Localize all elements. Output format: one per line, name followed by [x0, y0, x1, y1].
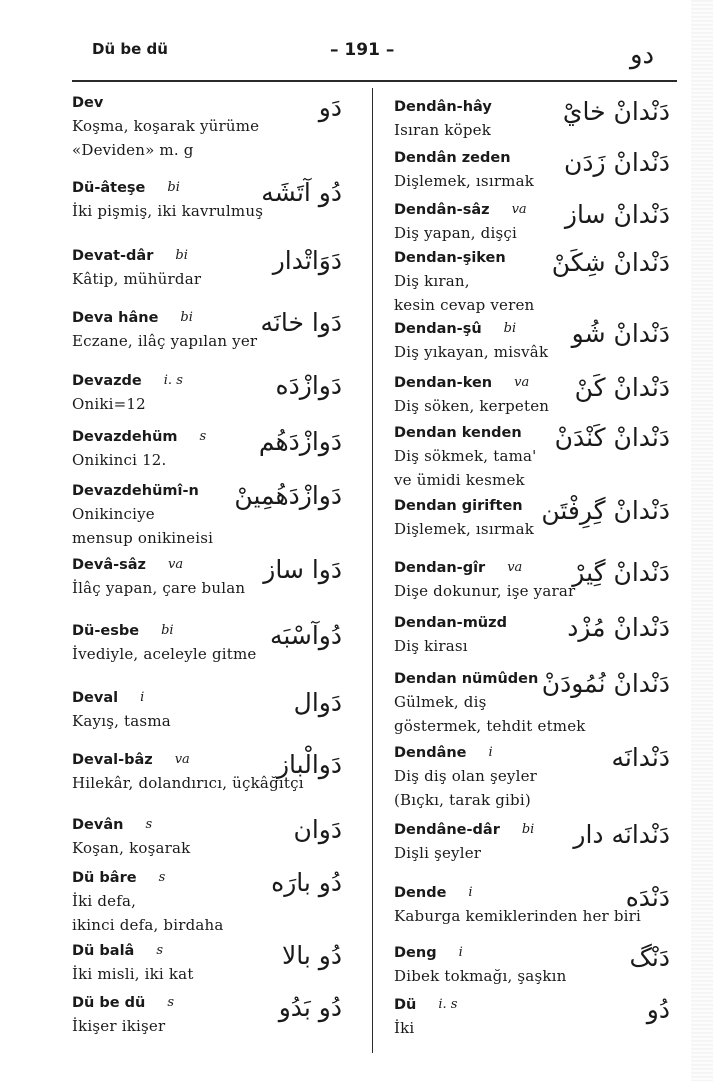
definition-line: İlâç yapan, çare bulan	[72, 579, 246, 597]
arabic-script: دَنْدانْ زَدَن	[563, 148, 670, 177]
arabic-script: دَوازْدَه	[275, 371, 342, 400]
arabic-script: دَوال	[293, 688, 342, 717]
dictionary-entry	[72, 426, 348, 472]
arabic-script: دَنْدانْ خايْ	[562, 97, 670, 126]
definition-line: Koşma, koşarak yürüme	[72, 117, 260, 135]
headword: Dü bâre	[72, 870, 137, 886]
arabic-script: دَنْدانْ گِرِفْتَن	[541, 496, 670, 525]
grammar-label: s	[167, 995, 175, 1010]
grammar-label: bi	[175, 248, 188, 263]
headword: Dendan-müzd	[394, 615, 507, 631]
page-number: – 191 –	[330, 40, 395, 60]
definition-line: İki misli, iki kat	[72, 965, 194, 983]
grammar-label: va	[174, 752, 190, 767]
definition-line: Diş yıkayan, misvâk	[394, 343, 549, 361]
header-rule	[72, 80, 677, 82]
arabic-script: دُو بالا	[282, 941, 342, 970]
page-edge	[691, 0, 713, 1081]
dictionary-entry	[394, 668, 676, 738]
arabic-script: دَنْدانْ ساز	[564, 200, 670, 229]
dictionary-entry	[72, 749, 348, 795]
grammar-label: i	[458, 945, 463, 960]
headword: Deval-bâz	[72, 752, 153, 768]
grammar-label: s	[145, 817, 153, 832]
definition-line: Isıran köpek	[394, 121, 492, 139]
dictionary-entry	[394, 942, 676, 988]
headword: Dendân-hây	[394, 99, 492, 115]
definition-line: ve ümidi kesmek	[394, 471, 525, 489]
grammar-label: i. s	[438, 997, 458, 1012]
definition-line: Onikinci 12.	[72, 451, 167, 469]
arabic-script: دَنْگ	[629, 943, 670, 972]
dictionary-entry	[394, 557, 676, 603]
definition-line: İki defa,	[72, 892, 137, 910]
arabic-script: دَنْدانَه دار	[573, 820, 670, 849]
headword: Deva hâne	[72, 310, 159, 326]
arabic-script: دَنْدانْ كَنْدَنْ	[554, 423, 670, 452]
arabic-script: دُو بَدُو	[278, 993, 342, 1022]
dictionary-entry	[394, 612, 676, 658]
headword: Dendân zeden	[394, 150, 511, 166]
dictionary-entry	[394, 372, 676, 418]
definition-line: Kayış, tasma	[72, 712, 171, 730]
definition-line: Onikinciye	[72, 505, 155, 523]
headword: Dendan-şiken	[394, 250, 506, 266]
arabic-script: دَوان	[293, 815, 342, 844]
arabic-script: دَنْدَه	[625, 883, 670, 912]
dictionary-entry	[72, 687, 348, 733]
right-column	[394, 92, 676, 1052]
arabic-script: دَوا ساز	[263, 555, 342, 584]
definition-line: Diş söken, kerpeten	[394, 397, 550, 415]
arabic-script: دَنْدانْ مُزْد	[567, 613, 670, 642]
definition-line: İki	[394, 1019, 415, 1037]
headword: Dü be dü	[72, 995, 146, 1011]
page-header	[0, 0, 713, 80]
headword: Dendan-gîr	[394, 560, 486, 576]
dictionary-entry	[394, 994, 676, 1040]
grammar-label: va	[507, 560, 523, 575]
dictionary-entry	[72, 992, 348, 1038]
definition-line: Diş kıran,	[394, 272, 470, 290]
grammar-label: s	[199, 429, 207, 444]
headword: Devâ-sâz	[72, 557, 146, 573]
dictionary-entry	[72, 245, 348, 291]
arabic-script: دَنْدانْ كَنْ	[574, 373, 670, 402]
headword: Dendâne	[394, 745, 467, 761]
definition-line: İkişer ikişer	[72, 1017, 166, 1035]
definition-line: Oniki=12	[72, 395, 146, 413]
arabic-script: دَوا خانَه	[260, 308, 342, 337]
grammar-label: i. s	[163, 373, 183, 388]
headword: Dendan giriften	[394, 498, 523, 514]
definition-line: göstermek, tehdit etmek	[394, 717, 586, 735]
running-head: Dü be dü	[92, 40, 168, 58]
arabic-script: دُوآسْبَه	[269, 621, 342, 650]
definition-line: İki pişmiş, iki kavrulmuş	[72, 202, 264, 220]
dictionary-entry	[394, 495, 676, 541]
headword: Dü-esbe	[72, 623, 140, 639]
definition-line: mensup onikineisi	[72, 529, 214, 547]
definition-line: Koşan, koşarak	[72, 839, 191, 857]
definition-line: İvediyle, aceleyle gitme	[72, 645, 257, 663]
arabic-script: دَوازْدَهُمِينْ	[234, 481, 342, 510]
arabic-script: دَنْدانَه	[611, 743, 670, 772]
grammar-label: i	[488, 745, 493, 760]
dictionary-entry	[72, 554, 348, 600]
left-column	[72, 92, 348, 1052]
dictionary-entry	[394, 247, 676, 317]
headword: Dü-âteşe	[72, 180, 146, 196]
definition-line: Hilekâr, dolandırıcı, üçkâğıtçı	[72, 774, 304, 792]
headword: Dü balâ	[72, 943, 135, 959]
definition-line: Dişlemek, ısırmak	[394, 172, 535, 190]
headword: Devazdehüm	[72, 429, 178, 445]
dictionary-entry	[72, 814, 348, 860]
arabic-script: دُو بارَه	[271, 868, 342, 897]
dictionary-entry	[72, 92, 348, 162]
definition-line: Dibek tokmağı, şaşkın	[394, 967, 567, 985]
dictionary-entry	[394, 318, 676, 364]
definition-line: Dişlemek, ısırmak	[394, 520, 535, 538]
grammar-label: va	[514, 375, 530, 390]
headword: Deng	[394, 945, 437, 961]
headword: Dendân-sâz	[394, 202, 490, 218]
definition-line: Dişe dokunur, işe yarar	[394, 582, 576, 600]
headword: Dendan-şû	[394, 321, 482, 337]
definition-line: «Deviden» m. g	[72, 141, 194, 159]
headword: Dev	[72, 95, 104, 111]
definition-line: ikinci defa, birdaha	[72, 916, 224, 934]
arabic-script: دَوازْدَهُم	[258, 427, 342, 456]
headword: Devazde	[72, 373, 142, 389]
grammar-label: bi	[521, 822, 535, 837]
definition-line: Diş diş olan şeyler	[394, 767, 538, 785]
definition-line: Diş sökmek, tama'	[394, 447, 537, 465]
dictionary-entry	[72, 307, 348, 353]
dictionary-entry	[394, 882, 676, 928]
dictionary-entry	[72, 940, 348, 986]
grammar-label: va	[167, 557, 184, 572]
grammar-label: i	[140, 690, 145, 705]
arabic-script: دَو	[318, 93, 342, 122]
dictionary-entry	[394, 422, 676, 492]
dictionary-entry	[394, 199, 676, 245]
grammar-label: i	[468, 885, 473, 900]
dictionary-entry	[72, 867, 348, 937]
headword: Deval	[72, 690, 119, 706]
dictionary-entry	[72, 620, 348, 666]
dictionary-entry	[72, 480, 348, 550]
definition-line: Diş kirası	[394, 637, 468, 655]
grammar-label: va	[511, 202, 527, 217]
headword: Devân	[72, 817, 124, 833]
grammar-label: bi	[503, 321, 517, 336]
arabic-script: دُو	[646, 995, 670, 1024]
headword: Dende	[394, 885, 447, 901]
definition-line: (Bıçkı, tarak gibi)	[394, 791, 531, 809]
arabic-script: دُو آتَشَه	[261, 178, 342, 207]
definition-line: Kaburga kemiklerinden her biri	[394, 907, 642, 925]
dictionary-entry	[394, 96, 676, 142]
headword: Dendan kenden	[394, 425, 522, 441]
grammar-label: s	[158, 870, 166, 885]
definition-line: Eczane, ilâç yapılan yer	[72, 332, 258, 350]
headword: Dü	[394, 997, 417, 1013]
definition-line: Gülmek, diş	[394, 693, 487, 711]
headword: Devazdehümî-n	[72, 483, 199, 499]
arabic-script: دَوالْباز	[276, 750, 342, 779]
dictionary-entry	[394, 819, 676, 865]
arabic-script: دَنْدانْ شُو	[571, 319, 670, 348]
dictionary-entry	[72, 177, 348, 223]
definition-line: Diş yapan, dişçi	[394, 224, 517, 242]
dictionary-entry	[394, 742, 676, 812]
running-head-arabic: دو	[630, 40, 655, 70]
headword: Dendan nümûden	[394, 671, 539, 687]
grammar-label: bi	[161, 623, 174, 638]
grammar-label: bi	[167, 180, 180, 195]
arabic-script: دَنْدانْ نُمُودَنْ	[541, 669, 670, 698]
headword: Dendâne-dâr	[394, 822, 500, 838]
arabic-script: دَنْدانْ گِيرْ	[572, 558, 670, 587]
entry-headline	[394, 994, 676, 1016]
definition-line: kesin cevap veren	[394, 296, 535, 314]
arabic-script: دَنْدانْ شِكَنْ	[551, 248, 670, 277]
grammar-label: bi	[180, 310, 193, 325]
dictionary-entry	[394, 147, 676, 193]
column-divider	[372, 88, 373, 1053]
grammar-label: s	[156, 943, 163, 958]
headword: Dendan-ken	[394, 375, 493, 391]
dictionary-entry	[72, 370, 348, 416]
arabic-script: دَوَاتْدار	[272, 246, 342, 275]
definition-line: Dişli şeyler	[394, 844, 482, 862]
definition-line: Kâtip, mühürdar	[72, 270, 202, 288]
headword: Devat-dâr	[72, 248, 154, 264]
entry-headline	[72, 92, 348, 114]
